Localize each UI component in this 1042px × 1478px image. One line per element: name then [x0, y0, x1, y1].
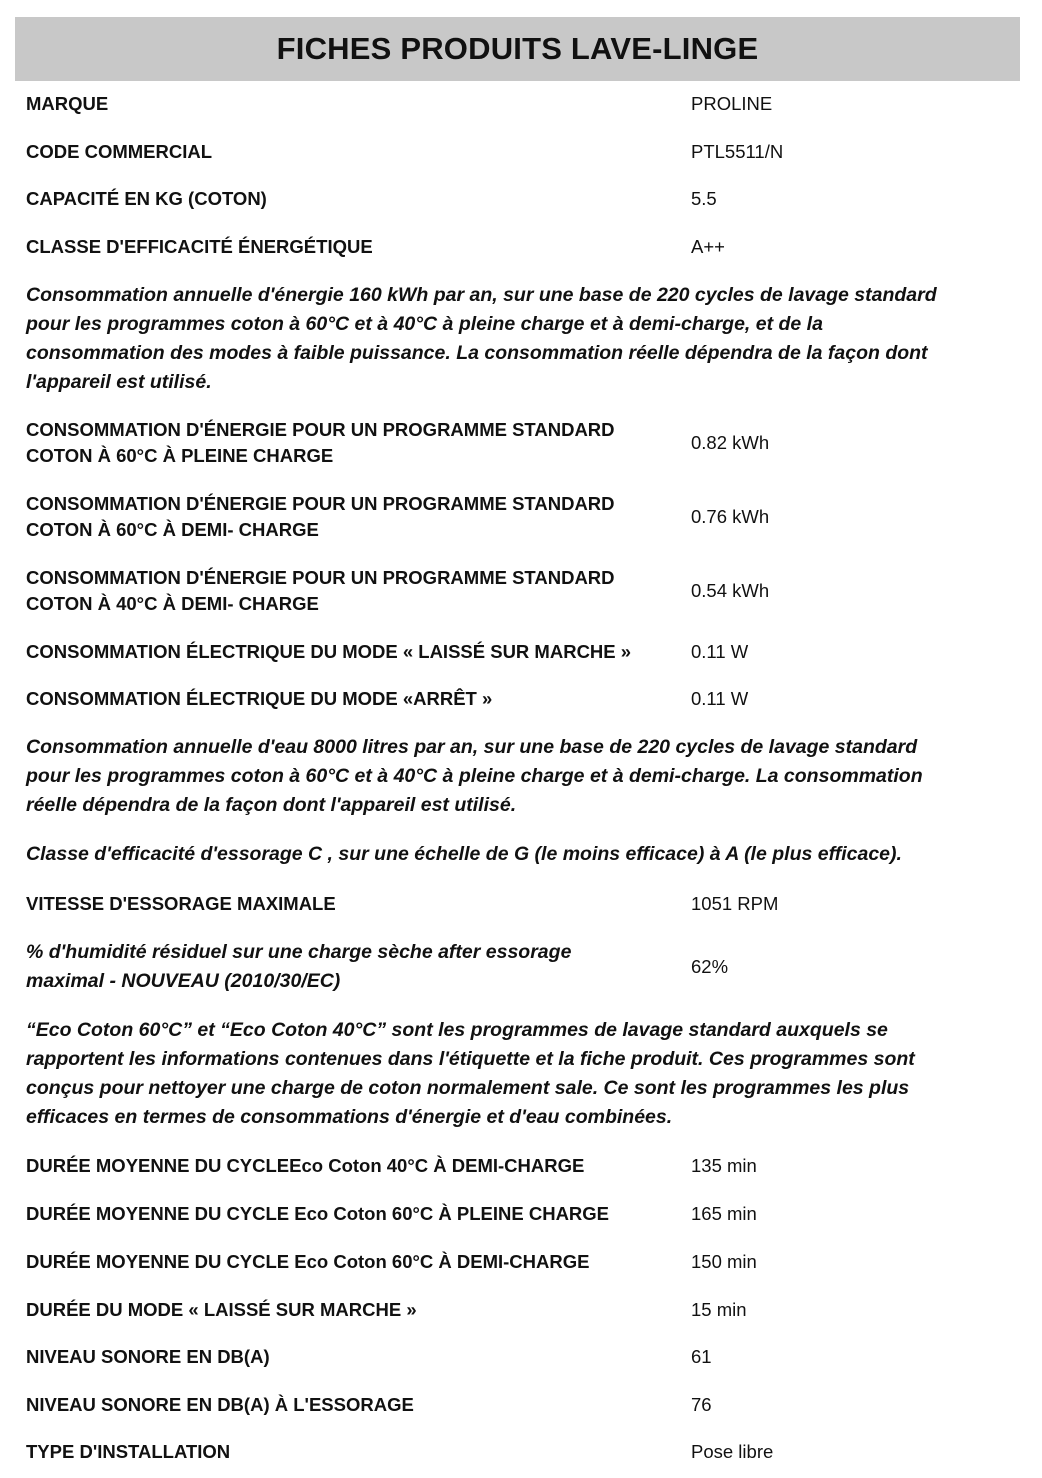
row-label	[26, 565, 666, 617]
note-line: pour les programmes coton à 60°C et à 40°C à pleine charge et à demi-charge. La consommation	[26, 765, 923, 787]
label-line: CONSOMMATION D'ÉNERGIE POUR UN PROGRAMME STANDARD	[26, 419, 615, 440]
label-line: % d'humidité résiduel sur une charge sèche after essorage	[26, 941, 572, 963]
note-line: réelle dépendra de la façon dont l'appareil est utilisé.	[26, 794, 517, 816]
row-value: 0.11 W	[691, 641, 749, 662]
note-line: pour les programmes coton à 60°C et à 40°C à pleine charge et à demi-charge, et de la	[26, 313, 823, 335]
label-line: COTON À 40°C À DEMI- CHARGE	[26, 593, 319, 614]
note-line: Consommation annuelle d'énergie 160 kWh par an, sur une base de 220 cycles de lavage standard	[26, 284, 937, 306]
note-line: conçus pour nettoyer une charge de coton normalement sale. Ce sont les programmes les plus	[26, 1077, 910, 1099]
row-value: 0.54 kWh	[691, 580, 770, 601]
row-label	[26, 938, 646, 996]
row-value: 76	[691, 1394, 712, 1415]
row-value: 0.11 W	[691, 688, 749, 709]
label-line: CONSOMMATION D'ÉNERGIE POUR UN PROGRAMME STANDARD	[26, 567, 615, 588]
note-line: efficaces en termes de consommations d'énergie et d'eau combinées.	[26, 1106, 673, 1128]
row-value: 62%	[691, 956, 729, 977]
row-value: 15 min	[691, 1299, 747, 1320]
row-label: NIVEAU SONORE EN DB(A)	[26, 1346, 270, 1367]
row-label: DURÉE MOYENNE DU CYCLE Eco Coton 60°C À DEMI-CHARGE	[26, 1251, 590, 1272]
row-label	[26, 491, 666, 543]
row-value: 135 min	[691, 1155, 757, 1176]
row-value: 5.5	[691, 188, 717, 209]
note-line: Consommation annuelle d'eau 8000 litres par an, sur une base de 220 cycles de lavage standard	[26, 736, 918, 758]
row-label: NIVEAU SONORE EN DB(A) À L'ESSORAGE	[26, 1394, 414, 1415]
note-eco-coton	[26, 1016, 1016, 1132]
note-line: Classe d'efficacité d'essorage C , sur une échelle de G (le moins efficace) à A (le plus efficace).	[26, 843, 902, 865]
label-line: COTON À 60°C À DEMI- CHARGE	[26, 519, 319, 540]
row-label: CONSOMMATION ÉLECTRIQUE DU MODE «ARRÊT »	[26, 688, 493, 709]
row-value: Pose libre	[691, 1441, 774, 1462]
row-label: MARQUE	[26, 93, 109, 114]
row-value: 0.82 kWh	[691, 432, 770, 453]
note-line: consommation des modes à faible puissance. La consommation réelle dépendra de la façon dont	[26, 342, 928, 364]
note-line: l'appareil est utilisé.	[26, 371, 212, 393]
label-line: COTON À 60°C À PLEINE CHARGE	[26, 445, 334, 466]
label-line: CONSOMMATION D'ÉNERGIE POUR UN PROGRAMME STANDARD	[26, 493, 615, 514]
row-label: CODE COMMERCIAL	[26, 141, 213, 162]
page-header	[15, 17, 1020, 81]
row-label: TYPE D'INSTALLATION	[26, 1441, 231, 1462]
note-energie	[26, 281, 1016, 397]
row-label: CLASSE D'EFFICACITÉ ÉNERGÉTIQUE	[26, 236, 373, 257]
row-value: PROLINE	[691, 93, 773, 114]
row-value: 1051 RPM	[691, 893, 779, 914]
page-title: FICHES PRODUITS LAVE-LINGE	[276, 31, 759, 66]
row-label: DURÉE MOYENNE DU CYCLEEco Coton 40°C À DEMI-CHARGE	[26, 1155, 585, 1176]
row-value: PTL5511/N	[691, 141, 784, 162]
note-line: “Eco Coton 60°C” et “Eco Coton 40°C” sont les programmes de lavage standard auxquels se	[26, 1019, 888, 1041]
label-line: maximal - NOUVEAU (2010/30/EC)	[26, 970, 341, 992]
row-value: 150 min	[691, 1251, 757, 1272]
row-value: 0.76 kWh	[691, 506, 770, 527]
row-value: 61	[691, 1346, 712, 1367]
row-label: VITESSE D'ESSORAGE MAXIMALE	[26, 893, 336, 914]
row-label	[26, 417, 666, 469]
row-value: 165 min	[691, 1203, 757, 1224]
note-essorage	[26, 840, 1016, 869]
row-label: CAPACITÉ EN KG (COTON)	[26, 188, 267, 209]
row-label: CONSOMMATION ÉLECTRIQUE DU MODE « LAISSÉ SUR MARCHE »	[26, 641, 632, 662]
row-label: DURÉE MOYENNE DU CYCLE Eco Coton 60°C À PLEINE CHARGE	[26, 1203, 610, 1224]
note-line: rapportent les informations contenues dans l'étiquette et la fiche produit. Ces programmes sont	[26, 1048, 915, 1070]
note-eau	[26, 733, 1016, 820]
row-value: A++	[691, 236, 725, 257]
row-label: DURÉE DU MODE « LAISSÉ SUR MARCHE »	[26, 1299, 417, 1320]
